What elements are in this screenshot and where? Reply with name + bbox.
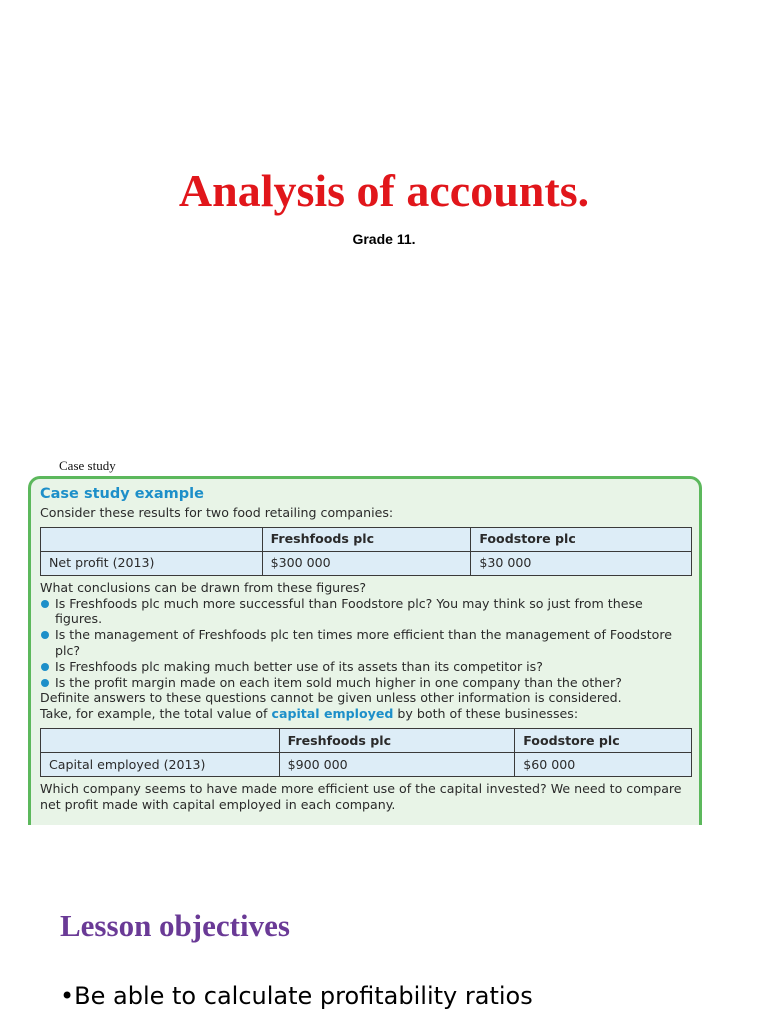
table-cell: Net profit (2013) bbox=[41, 551, 263, 575]
capital-employed-table bbox=[40, 728, 692, 777]
list-item-text: Is Freshfoods plc making much better use of its assets than its competitor is? bbox=[55, 658, 543, 674]
table-header-cell: Freshfoods plc bbox=[279, 728, 515, 752]
table-cell: $30 000 bbox=[471, 551, 692, 575]
list-item-text: Is the profit margin made on each item sold much higher in one company than the other? bbox=[55, 674, 622, 690]
table-cell: $60 000 bbox=[515, 752, 692, 776]
case-definite: Definite answers to these questions cannot be given unless other information is considered. bbox=[40, 690, 622, 706]
table-cell: $300 000 bbox=[262, 551, 471, 575]
slide-subtitle: Grade 11. bbox=[352, 231, 416, 247]
table-header-cell bbox=[41, 728, 280, 752]
table-row bbox=[41, 551, 692, 575]
net-profit-table bbox=[40, 527, 692, 576]
case-question: What conclusions can be drawn from these figures? bbox=[40, 579, 367, 595]
list-item bbox=[40, 596, 690, 628]
bullet-icon bbox=[41, 679, 49, 687]
take-text-end: by both of these businesses: bbox=[393, 706, 579, 722]
list-item-text: Is Freshfoods plc much more successful than Foodstore plc? You may think so just from these figures. bbox=[55, 595, 643, 627]
list-item bbox=[40, 675, 690, 691]
take-text: Take, for example, the total value of bbox=[40, 706, 272, 722]
list-item bbox=[40, 659, 690, 675]
objective-text: Be able to calculate profitability ratios bbox=[74, 982, 533, 1010]
case-intro: Consider these results for two food retailing companies: bbox=[40, 505, 394, 520]
list-item-text: Is the management of Freshfoods plc ten times more efficient than the management of Foodstore plc? bbox=[55, 627, 672, 658]
table-header-cell: Foodstore plc bbox=[515, 728, 692, 752]
capital-employed-keyword: capital employed bbox=[271, 706, 394, 722]
case-closing: Which company seems to have made more efficient use of the capital invested? We need to compare net profit made with capital employed in each company. bbox=[40, 780, 682, 812]
table-header-cell: Freshfoods plc bbox=[262, 527, 471, 551]
bullet-icon bbox=[41, 663, 49, 671]
case-study-image bbox=[28, 476, 702, 825]
case-study-heading: Case study example bbox=[40, 486, 204, 502]
table-header-cell bbox=[41, 527, 263, 551]
table-header-cell: Foodstore plc bbox=[471, 527, 692, 551]
table-cell: $900 000 bbox=[279, 752, 515, 776]
case-take-example bbox=[40, 706, 690, 722]
bullet-icon bbox=[41, 600, 49, 608]
question-list bbox=[40, 596, 690, 691]
bullet-icon bbox=[41, 631, 49, 639]
list-item bbox=[40, 627, 690, 659]
case-study-caption: Case study bbox=[59, 458, 116, 473]
table-cell: Capital employed (2013) bbox=[41, 752, 280, 776]
table-header-row bbox=[41, 527, 692, 551]
objectives-heading: Lesson objectives bbox=[60, 908, 290, 943]
table-row bbox=[41, 752, 692, 776]
table-header-row bbox=[41, 728, 692, 752]
objective-item: •Be able to calculate profitability ratios bbox=[60, 982, 533, 1010]
slide-title: Analysis of accounts. bbox=[178, 165, 590, 216]
